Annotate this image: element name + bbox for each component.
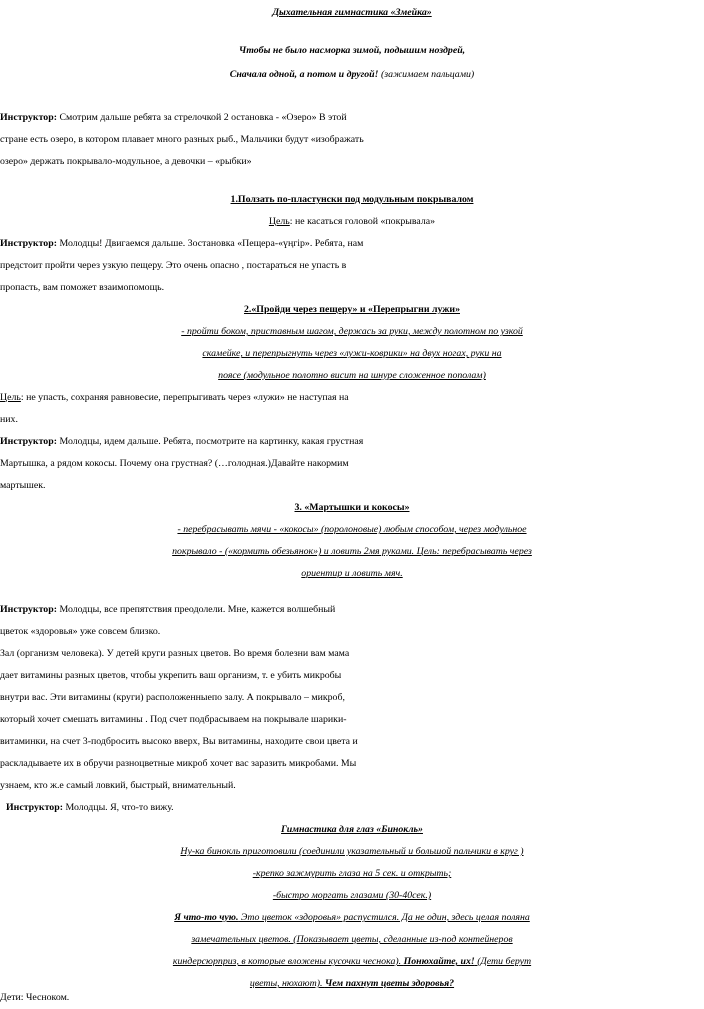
paragraph-5-line-4: который хочет смешать витамины . Под счет подбрасываем на покрывале шарики-: [0, 714, 347, 725]
goal-label: Цель: [0, 392, 21, 403]
paragraph-5-line-2: дает витамины разных цветов, чтобы укрепить ваш организм, т. е убить микробы: [0, 670, 342, 681]
instructor-label: Инструктор:: [0, 436, 57, 447]
exercise-2-goal-line-2: них.: [0, 414, 18, 425]
final-line-1: [0, 907, 704, 929]
paragraph-text: Смотрим дальше ребята за стрелочкой 2 остановка - «Озеро» В этой: [56, 112, 347, 123]
paragraph-1-line-3: озеро» держать покрывало-модульное, а девочки – «рыбки»: [0, 156, 252, 167]
paragraph-text: Молодцы. Я, что-то вижу.: [62, 802, 174, 813]
final-bold-text: Понюхайте, их!: [403, 956, 475, 967]
paragraph-4-line-1: [0, 599, 704, 621]
exercise-3-desc-line-1: - перебрасывать мячи - «кокосы» (поролоновые) любым способом, через модульное: [177, 524, 527, 535]
exercise-1-title: 1.Ползать по-пластунски под модульным покрывалом: [230, 194, 474, 205]
paragraph-2-line-3: пропасть, вам поможет взаимопомощь.: [0, 282, 165, 293]
final-italic-text: цветы, нюхают).: [249, 978, 325, 989]
final-line-2: замечательных цветов. (Показывает цветы, сделанные из-под контейнеров: [191, 934, 513, 945]
instructor-label: Инструктор:: [0, 604, 57, 615]
exercise-2-desc-line-1: - пройти боком, приставным шагом, держась за руки, между полотном по узкой: [181, 326, 523, 337]
paragraph-1-line-1: [0, 107, 704, 129]
eye-gymnastics-line-2: -крепко зажмурить глаза на 5 сек. и открыть;: [252, 868, 452, 879]
children-answer: [0, 987, 704, 1009]
final-italic-text: киндерсюрприз, в которые вложены кусочки чеснока).: [172, 956, 404, 967]
instructor-label: Инструктор:: [6, 802, 63, 813]
goal-text: : не касаться головой «покрывала»: [289, 216, 436, 227]
final-bold-text: Я что-то чую.: [174, 912, 239, 923]
paragraph-3-line-2: Мартышка, а рядом кокосы. Почему она грустная? (…голодная.)Давайте накормим: [0, 458, 349, 469]
paragraph-5-line-6: раскладываете их в обручи разноцветные микроб хочет вас заразить микробами. Мы: [0, 758, 357, 769]
final-italic-text: Это цветок «здоровья» распустился. Да не один, здесь целая поляна: [238, 912, 530, 923]
eye-gymnastics-title: Гимнастика для глаз «Бинокль»: [281, 824, 423, 835]
paragraph-5-line-7: узнаем, кто ж.е самый ловкий, быстрый, внимательный.: [0, 780, 236, 791]
paragraph-text: Молодцы, идем дальше. Ребята, посмотрите на картинку, какая грустная: [56, 436, 364, 447]
paragraph-2-line-1: [0, 233, 704, 255]
paragraph-5-line-5: витаминки, на счет 3-подбросить высоко вверх, Вы витамины, находите свои цвета и: [0, 736, 358, 747]
eye-gymnastics-line-1: Ну-ка бинокль приготовили (соединили указательный и большой пальчики в круг ): [180, 846, 524, 857]
exercise-2-goal-line-1: [0, 387, 704, 409]
page-title: Дыхательная гимнастика «Змейка»: [272, 7, 432, 18]
exercise-2-desc-line-2: скамейке, и перепрыгнуть через «лужи-коврики» на двух ногах, руки на: [202, 348, 502, 359]
paragraph-5-line-3: внутри вас. Эти витамины (круги) расположенныепо залу. А покрывало – микроб,: [0, 692, 345, 703]
children-label: Дети:: [0, 992, 24, 1003]
exercise-3-desc-line-3: ориентир и ловить мяч.: [301, 568, 403, 579]
paragraph-6: [6, 797, 704, 819]
final-line-3: [0, 951, 704, 973]
paragraph-text: Молодцы, все препятствия преодолели. Мне, кажется волшебный: [56, 604, 336, 615]
exercise-1-goal: [0, 211, 704, 233]
goal-label: Цель: [268, 216, 290, 227]
paragraph-4-line-2: цветок «здоровья» уже совсем близко.: [0, 626, 161, 637]
paragraph-3-line-1: [0, 431, 704, 453]
instructor-label: Инструктор:: [0, 112, 57, 123]
exercise-2-title: 2.«Пройди через пещеру» и «Перепрыгни лужи»: [243, 304, 460, 315]
exercise-2-desc-line-3: поясе (модульное полотно висит на шнуре сложенное пополам): [218, 370, 486, 381]
eye-gymnastics-line-3: -быстро моргать глазами (30-40сек.): [272, 890, 432, 901]
final-italic-text: (Дети берут: [474, 956, 532, 967]
paragraph-3-line-3: мартышек.: [0, 480, 46, 491]
final-bold-text: Чем пахнут цветы здоровья?: [324, 978, 455, 989]
breathing-verse-text: Сначала одной, а потом и другой!: [229, 69, 379, 80]
paragraph-1-line-2: стране есть озеро, в котором плавает много разных рыб., Мальчики будут «изображать: [0, 134, 364, 145]
breathing-verse-note: (зажимаем пальцами): [378, 69, 475, 80]
goal-text: : не упасть, сохраняя равновесие, перепрыгивать через «лужи» не наступая на: [20, 392, 349, 403]
breathing-verse-line-1: Чтобы не было насморка зимой, подышим ноздрей,: [238, 45, 466, 56]
paragraph-2-line-2: предстоит пройти через узкую пещеру. Это очень опасно , постараться не упасть в: [0, 260, 347, 271]
breathing-verse-line-2: [0, 64, 704, 86]
paragraph-5-line-1: Зал (организм человека). У детей круги разных цветов. Во время болезни вам мама: [0, 648, 350, 659]
exercise-3-title: 3. «Мартышки и кокосы»: [294, 502, 410, 513]
children-answer-text: Чесноком.: [23, 992, 70, 1003]
exercise-3-desc-line-2: покрывало - («кормить обезьянок») и ловить 2мя руками. Цель: перебрасывать через: [172, 546, 532, 557]
instructor-label: Инструктор:: [0, 238, 57, 249]
paragraph-text: Молодцы! Двигаемся дальше. 3остановка «Пещера-«үңгір». Ребята, нам: [56, 238, 364, 249]
